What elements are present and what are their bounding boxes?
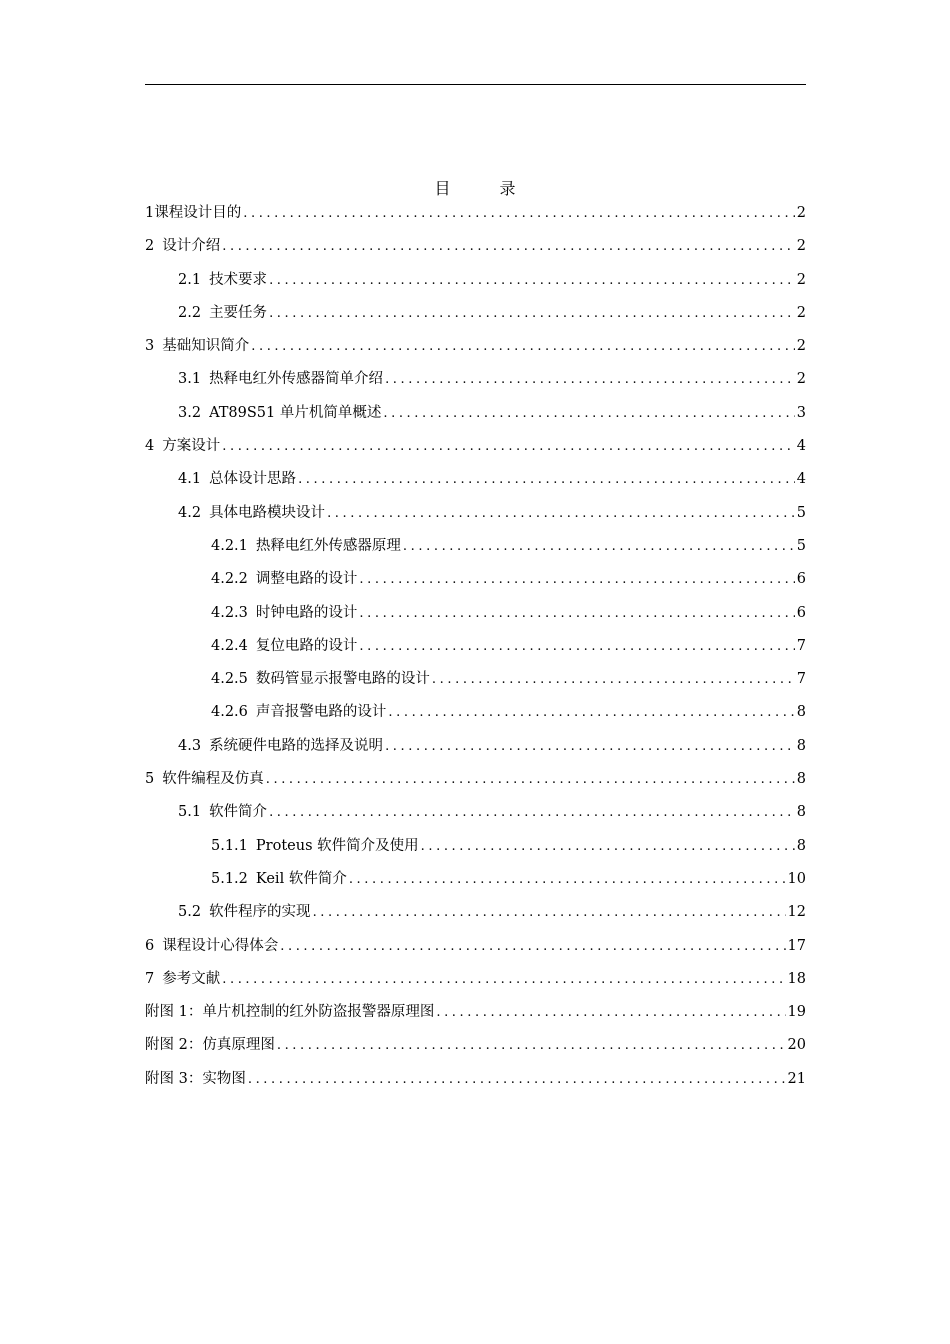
dot-leader xyxy=(359,630,794,663)
toc-entry-page-number: 2 xyxy=(796,371,806,388)
toc-entry[interactable] xyxy=(145,963,806,996)
toc-entry-page-number: 2 xyxy=(796,338,806,355)
toc-entry[interactable] xyxy=(145,830,806,863)
table-of-contents xyxy=(145,197,806,1096)
toc-entry-number: 4.2.5 xyxy=(211,671,248,688)
toc-entry-number: 2.1 xyxy=(178,271,202,288)
toc-entry-number: 2 xyxy=(145,238,155,255)
toc-entry-page-number: 6 xyxy=(796,604,806,621)
toc-entry-number: 5.1.1 xyxy=(211,837,248,854)
toc-entry-title: 技术要求 xyxy=(209,271,268,288)
toc-entry-title: 方案设计 xyxy=(162,438,221,455)
dot-leader xyxy=(280,930,785,963)
toc-entry[interactable] xyxy=(145,363,806,396)
toc-entry-title: 主要任务 xyxy=(209,304,268,321)
dot-leader xyxy=(313,896,786,929)
toc-entry-number: 附图 2： xyxy=(145,1037,203,1054)
toc-entry-number: 附图 1： xyxy=(145,1004,203,1021)
toc-entry-number: 5.1 xyxy=(178,804,202,821)
toc-entry-page-number: 2 xyxy=(796,205,806,221)
toc-entry-page-number: 3 xyxy=(796,404,806,421)
toc-entry[interactable] xyxy=(145,264,806,297)
dot-leader xyxy=(327,497,795,530)
toc-entry[interactable] xyxy=(145,630,806,663)
toc-entry[interactable] xyxy=(145,1029,806,1062)
dot-leader xyxy=(243,197,795,230)
toc-entry-page-number: 5 xyxy=(796,504,806,521)
toc-entry-number: 4.3 xyxy=(178,737,202,754)
toc-title: 目 录 xyxy=(434,179,538,198)
toc-entry[interactable] xyxy=(145,530,806,563)
toc-entry-page-number: 19 xyxy=(787,1004,806,1021)
toc-entry[interactable] xyxy=(145,730,806,763)
toc-entry-page-number: 5 xyxy=(796,537,806,554)
toc-entry-number: 4.2.4 xyxy=(211,637,248,654)
toc-entry-title: 设计介绍 xyxy=(162,238,221,255)
toc-entry-title: 系统硬件电路的选择及说明 xyxy=(209,737,384,754)
toc-entry[interactable] xyxy=(145,696,806,729)
toc-entry-page-number: 4 xyxy=(796,471,806,488)
toc-entry-number: 6 xyxy=(145,937,155,954)
toc-entry-title: 仿真原理图 xyxy=(202,1037,275,1054)
toc-entry[interactable] xyxy=(145,497,806,530)
toc-entry-number: 5 xyxy=(145,771,155,788)
toc-entry-page-number: 10 xyxy=(787,870,806,887)
toc-entry[interactable] xyxy=(145,297,806,330)
toc-entry-title: 课程设计心得体会 xyxy=(162,937,279,954)
toc-entry-title: Proteus 软件简介及使用 xyxy=(255,837,419,854)
toc-entry[interactable] xyxy=(145,896,806,929)
dot-leader xyxy=(269,297,795,330)
toc-entry-number: 附图 3： xyxy=(145,1070,203,1087)
toc-entry-page-number: 2 xyxy=(796,271,806,288)
toc-entry-number: 7 xyxy=(145,970,155,987)
toc-entry-title: 调整电路的设计 xyxy=(255,571,358,588)
toc-entry-title: 单片机控制的红外防盗报警器原理图 xyxy=(202,1004,435,1021)
toc-entry-title: 复位电路的设计 xyxy=(255,637,358,654)
toc-entry-title: 具体电路模块设计 xyxy=(209,504,326,521)
dot-leader xyxy=(269,264,795,297)
toc-entry-number: 4.2.1 xyxy=(211,537,248,554)
dot-leader xyxy=(359,597,794,630)
toc-entry[interactable] xyxy=(145,663,806,696)
dot-leader xyxy=(248,1063,786,1096)
dot-leader xyxy=(222,963,785,996)
toc-entry-title: 软件程序的实现 xyxy=(209,904,311,921)
toc-entry-number: 3 xyxy=(145,338,155,355)
toc-entry-page-number: 8 xyxy=(796,737,806,754)
toc-entry-title: 总体设计思路 xyxy=(209,471,297,488)
toc-entry[interactable] xyxy=(145,597,806,630)
toc-entry-title: 基础知识简介 xyxy=(162,338,250,355)
toc-entry[interactable] xyxy=(145,796,806,829)
toc-entry[interactable] xyxy=(145,930,806,963)
toc-entry-number: 4 xyxy=(145,438,155,455)
toc-entry[interactable] xyxy=(145,1063,806,1096)
toc-entry[interactable] xyxy=(145,430,806,463)
toc-entry-title: Keil 软件简介 xyxy=(255,870,347,887)
toc-entry-number: 3.1 xyxy=(178,371,202,388)
toc-entry-page-number: 6 xyxy=(796,571,806,588)
toc-entry-number: 1 xyxy=(145,205,155,221)
toc-entry-title: AT89S51 单片机简单概述 xyxy=(209,404,382,421)
toc-entry-page-number: 17 xyxy=(787,937,806,954)
toc-entry-page-number: 2 xyxy=(796,238,806,255)
toc-entry-page-number: 21 xyxy=(787,1070,806,1087)
dot-leader xyxy=(298,463,795,496)
toc-entry[interactable] xyxy=(145,996,806,1029)
toc-entry[interactable] xyxy=(145,763,806,796)
dot-leader xyxy=(269,796,795,829)
toc-entry-page-number: 8 xyxy=(796,837,806,854)
dot-leader xyxy=(436,996,785,1029)
toc-entry-title: 软件编程及仿真 xyxy=(162,771,264,788)
dot-leader xyxy=(222,430,795,463)
toc-entry[interactable] xyxy=(145,230,806,263)
toc-entry-page-number: 8 xyxy=(796,804,806,821)
toc-entry-page-number: 8 xyxy=(796,771,806,788)
toc-entry-page-number: 20 xyxy=(787,1037,806,1054)
dot-leader xyxy=(421,830,795,863)
toc-entry-title: 时钟电路的设计 xyxy=(255,604,358,621)
dot-leader xyxy=(359,563,794,596)
toc-entry-number: 3.2 xyxy=(178,404,202,421)
dot-leader xyxy=(388,696,794,729)
dot-leader xyxy=(385,730,795,763)
toc-entry-page-number: 4 xyxy=(796,438,806,455)
toc-entry-title: 软件简介 xyxy=(209,804,268,821)
header-rule xyxy=(145,84,806,85)
toc-entry-page-number: 2 xyxy=(796,304,806,321)
toc-entry-title: 热释电红外传感器原理 xyxy=(255,537,401,554)
toc-entry[interactable] xyxy=(145,463,806,496)
toc-entry-page-number: 12 xyxy=(787,904,806,921)
toc-entry-page-number: 7 xyxy=(796,637,806,654)
toc-entry-number: 4.2.6 xyxy=(211,704,248,721)
toc-entry-page-number: 8 xyxy=(796,704,806,721)
toc-entry-number: 4.2 xyxy=(178,504,202,521)
toc-entry-title: 数码管显示报警电路的设计 xyxy=(255,671,430,688)
toc-entry-page-number: 7 xyxy=(796,671,806,688)
dot-leader xyxy=(383,397,794,430)
toc-entry[interactable] xyxy=(145,563,806,596)
dot-leader xyxy=(266,763,795,796)
dot-leader xyxy=(432,663,795,696)
toc-entry-title: 实物图 xyxy=(202,1070,246,1087)
toc-entry-number: 4.1 xyxy=(178,471,202,488)
dot-leader xyxy=(349,863,786,896)
toc-entry-title: 课程设计目的 xyxy=(154,205,242,221)
dot-leader xyxy=(222,230,795,263)
toc-entry[interactable] xyxy=(145,863,806,896)
toc-entry-title: 声音报警电路的设计 xyxy=(255,704,387,721)
toc-entry-number: 2.2 xyxy=(178,304,202,321)
dot-leader xyxy=(385,363,795,396)
dot-leader xyxy=(277,1029,786,1062)
toc-entry-number: 4.2.2 xyxy=(211,571,248,588)
dot-leader xyxy=(251,330,795,363)
toc-entry[interactable] xyxy=(145,197,806,230)
toc-entry-title: 热释电红外传感器简单介绍 xyxy=(209,371,384,388)
toc-entry[interactable] xyxy=(145,330,806,363)
toc-entry-number: 5.2 xyxy=(178,904,202,921)
toc-entry-number: 5.1.2 xyxy=(211,870,248,887)
toc-entry[interactable] xyxy=(145,397,806,430)
toc-entry-number: 4.2.3 xyxy=(211,604,248,621)
dot-leader xyxy=(403,530,795,563)
toc-entry-page-number: 18 xyxy=(787,970,806,987)
toc-entry-title: 参考文献 xyxy=(162,970,221,987)
